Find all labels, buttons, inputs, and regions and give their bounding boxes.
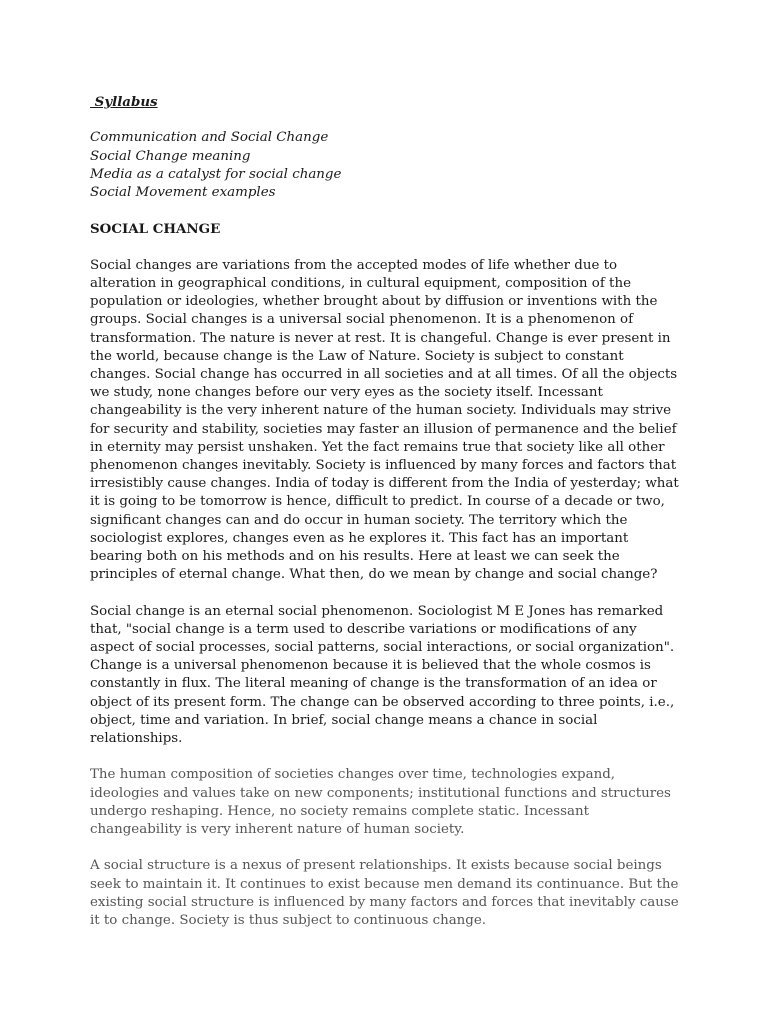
section-heading: SOCIAL CHANGE	[90, 221, 221, 238]
syllabus-item: Communication and Social Change	[90, 130, 329, 146]
syllabus-heading: Syllabus	[90, 94, 158, 110]
syllabus-list	[90, 129, 682, 202]
paragraph-human-composition: The human composition of societies changes over time, technologies expand, ideologies and values take on new components; institutional functions and structures undergo reshaping. Hence, no society remains complete static. Incessant changeability is very inherent nature of human society.	[90, 767, 671, 838]
paragraph-social-structure: A social structure is a nexus of present relationships. It exists because social beings seek to maintain it. It continues to exist because men demand its continuance. But the existing social structure is influenced by many factors and forces that inevitably cause it to change. Society is thus subject to continuous change.	[90, 858, 679, 929]
paragraph-eternal-phenomenon: Social change is an eternal social phenomenon. Sociologist M E Jones has remarked that, "social change is a term used to describe variations or modifications of any aspect of social processes, social patterns, social interactions, or social organization". Change is a universal phenomenon because it is believed that the whole cosmos is constantly in flux. The literal meaning of change is the transformation of an idea or object of its present form. The change can be observed according to three points, i.e., object, time and variation. In brief, social change means a chance in social relationships.	[90, 603, 675, 747]
syllabus-item: Media as a catalyst for social change	[90, 166, 342, 182]
syllabus-item: Social Change meaning	[90, 148, 251, 164]
document-page	[90, 93, 682, 948]
syllabus-item: Social Movement examples	[90, 185, 276, 200]
paragraph-definition: Social changes are variations from the accepted modes of life whether due to alteration in geographical conditions, in cultural equipment, composition of the population or ideologies, whether brought about by diffusion or inventions with the groups. Social changes is a universal social phenomenon. It is a phenomenon of transformation. The nature is never at rest. It is changeful. Change is ever present in the world, because change is the Law of Nature. Society is subject to constant changes. Social change has occurred in all societies and at all times. Of all the objects we study, none changes before our very eyes as the society itself. Incessant changeability is the very inherent nature of the human society. Individuals may strive for security and stability, societies may faster an illusion of permanence and the belief in eternity may persist unshaken. Yet the fact remains true that society like all other phenomenon changes inevitably. Society is influenced by many forces and factors that irresistibly cause changes. India of today is different from the India of yesterday; what it is going to be tomorrow is hence, difficult to predict. In course of a decade or two, significant changes can and do occur in human society. The territory which the sociologist explores, changes even as he explores it. This fact has an important bearing both on his methods and on his results. Here at least we can seek the principles of eternal change. What then, do we mean by change and social change?	[90, 257, 679, 583]
